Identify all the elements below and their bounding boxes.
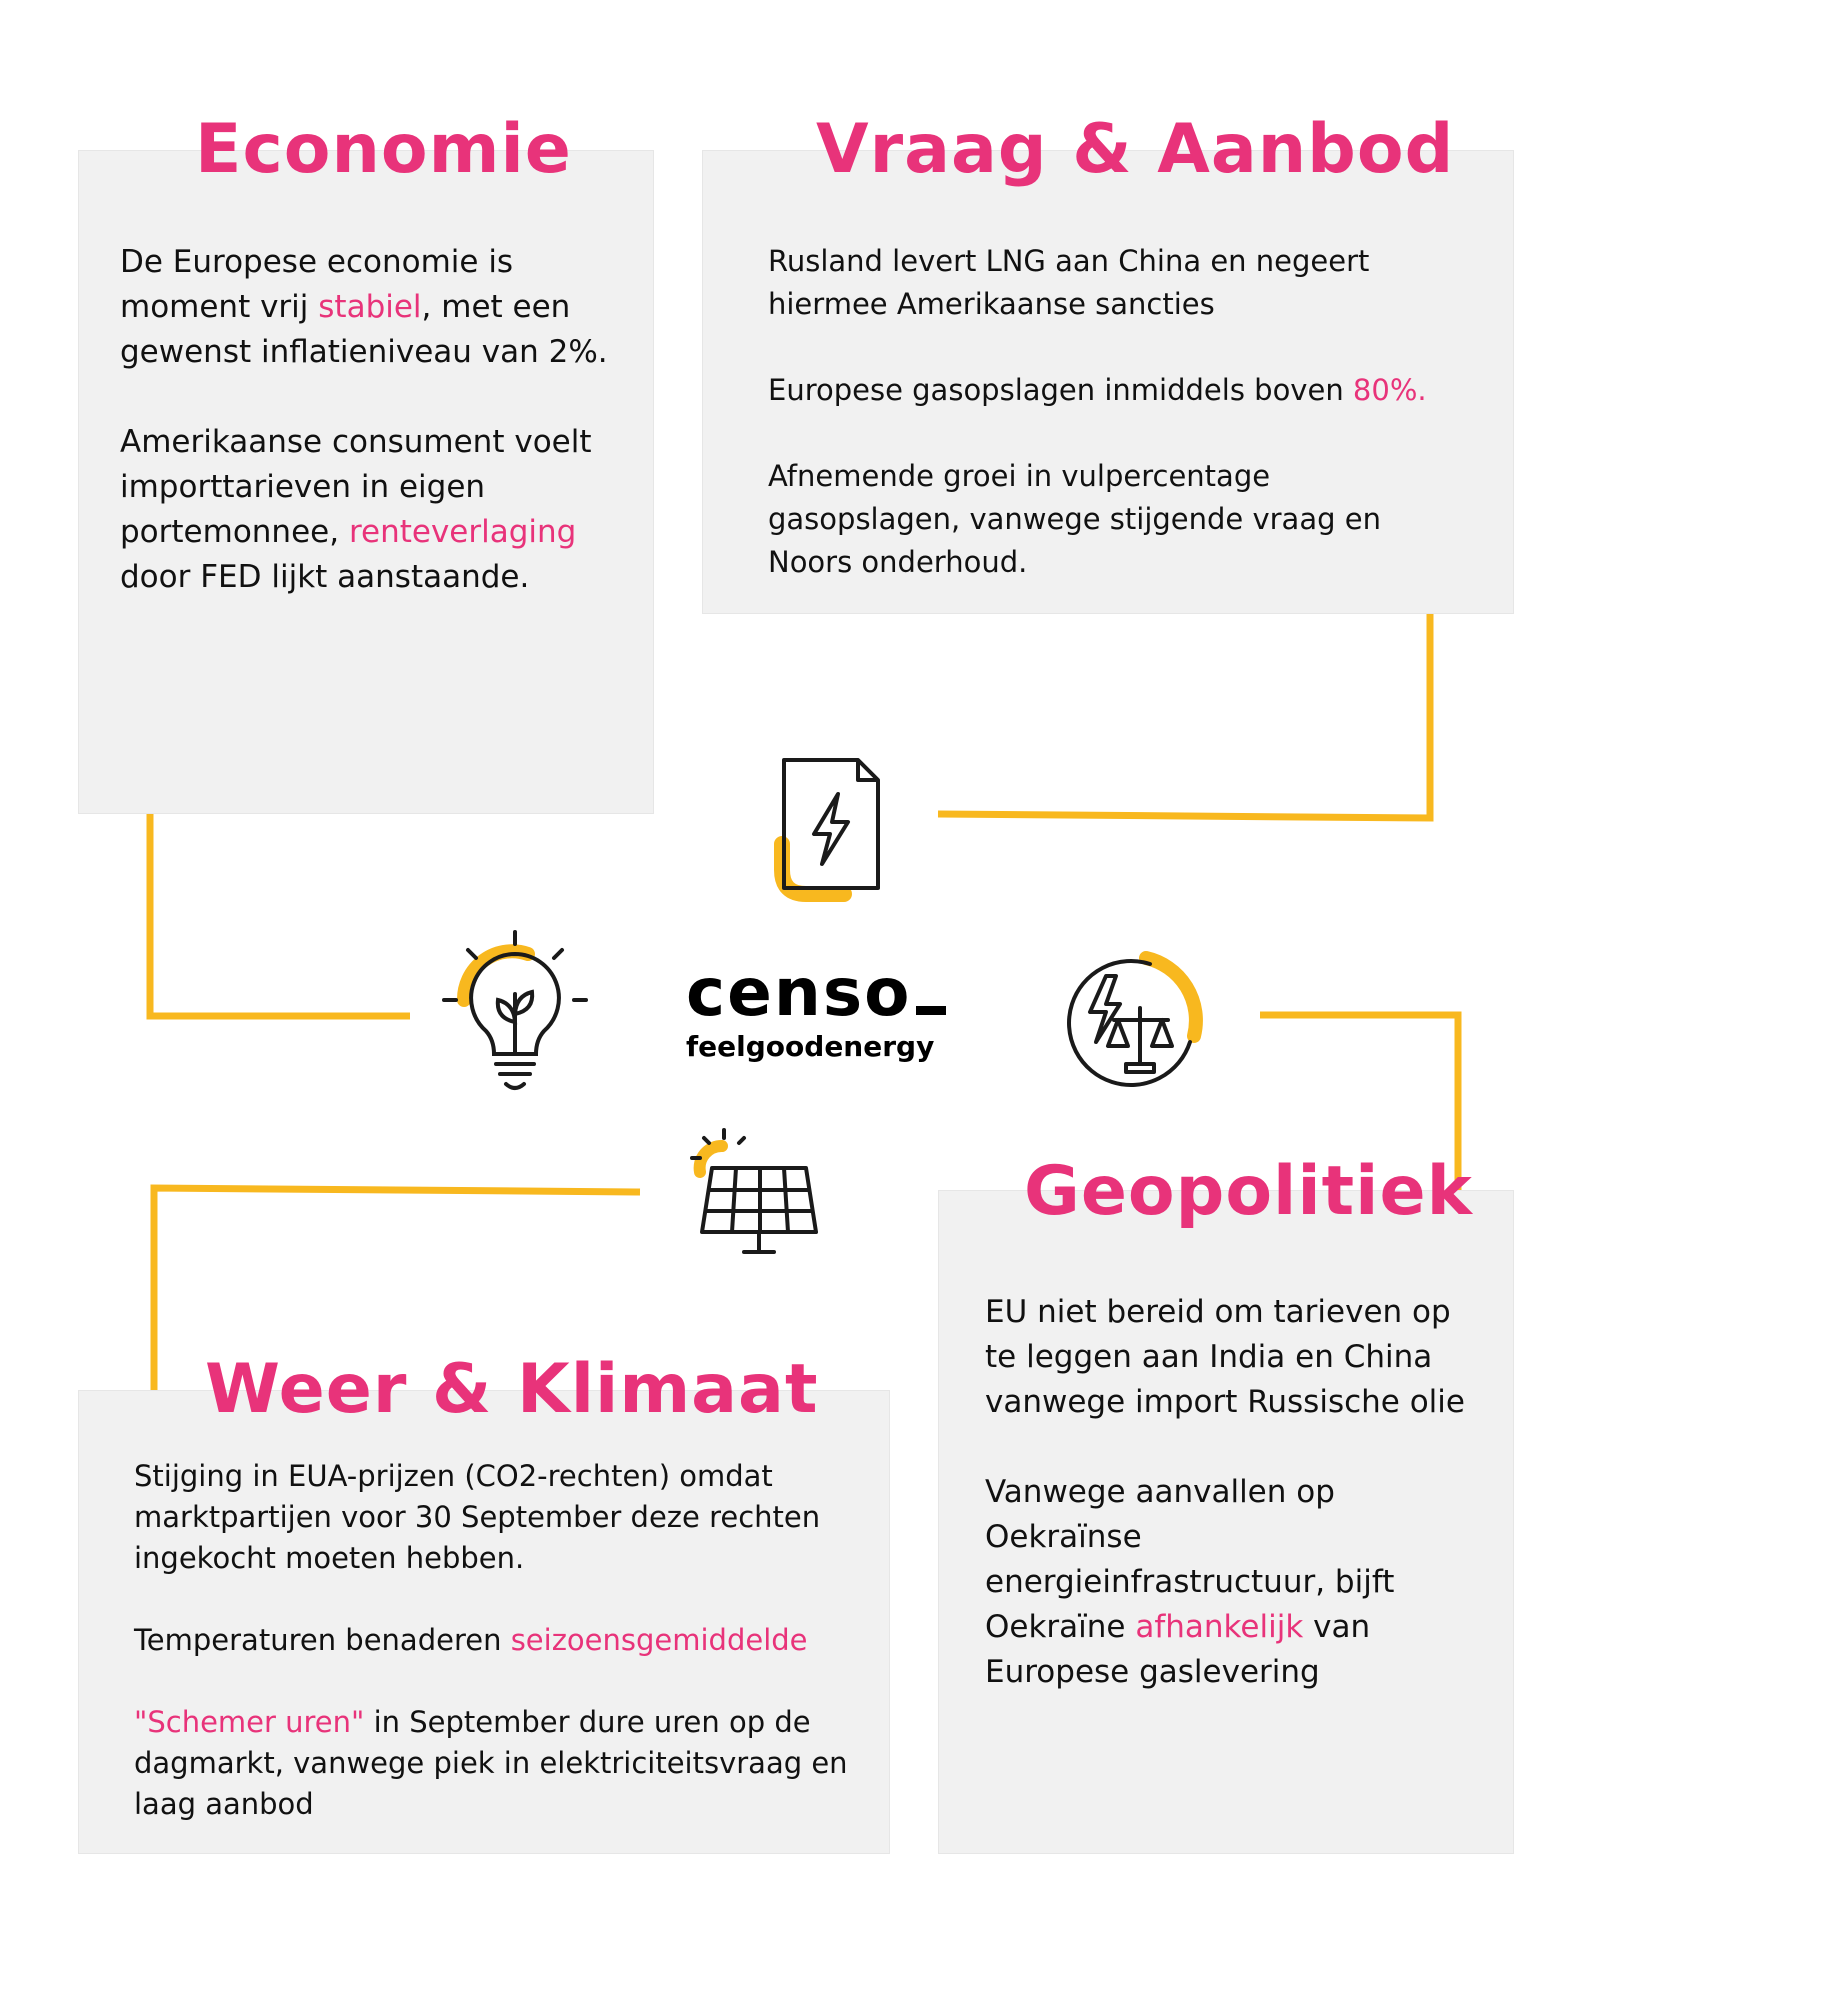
paragraph-economie-1: De Europese economie is moment vrij stabiel, met een gewenst inflatieniveau van 2%. [120,244,608,370]
paragraph-economie-2: Amerikaanse consument voelt importtarieven in eigen portemonnee, renteverlaging door FED lijkt aanstaande. [120,424,592,595]
solar-panel-icon [690,1128,820,1258]
title-vraag-aanbod: Vraag & Aanbod [816,110,1455,189]
title-economie: Economie [195,110,572,189]
title-geopolitiek: Geopolitiek [1024,1152,1473,1231]
paragraph-vraag-3: Afnemende groei in vulpercentage gasopslagen, vanwege stijgende vraag en Noors onderhoud. [768,459,1381,579]
title-weer-klimaat: Weer & Klimaat [205,1350,819,1429]
text-vraag-aanbod [768,240,1468,584]
censo-logo [686,954,946,1064]
highlight-seizoensgemiddelde: seizoensgemiddelde [510,1623,808,1657]
highlight-renteverlaging: renteverlaging [348,514,577,550]
highlight-schemer-uren: "Schemer uren" [134,1705,365,1739]
text-geopolitiek [985,1290,1490,1695]
paragraph-geo-1: EU niet bereid om tarieven op te leggen aan India en China vanwege import Russische olie [985,1294,1465,1420]
paragraph-vraag-2: Europese gasopslagen inmiddels boven 80%. [768,373,1427,407]
logo-tagline: feelgoodenergy [686,1030,935,1063]
highlight-stabiel: stabiel [318,289,422,325]
lightbulb-plant-icon [440,930,590,1100]
paragraph-vraag-1: Rusland levert LNG aan China en negeert hiermee Amerikaanse sancties [768,244,1370,321]
highlight-afhankelijk: afhankelijk [1135,1609,1304,1645]
logo-wordmark: censo [686,960,946,1026]
paragraph-weer-1: Stijging in EUA-prijzen (CO2-rechten) omdat marktpartijen voor 30 September deze rechten ingekocht moeten hebben. [134,1459,821,1575]
text-weer-klimaat [134,1456,874,1825]
paragraph-geo-2: Vanwege aanvallen op Oekraïnse energieinfrastructuur, bijft Oekraïne afhankelijk van Europese gaslevering [985,1474,1395,1690]
energy-document-icon [768,752,894,902]
paragraph-weer-3: "Schemer uren" in September dure uren op de dagmarkt, vanwege piek in elektriciteitsvraag en laag aanbod [134,1705,848,1821]
text-economie [120,240,620,600]
paragraph-weer-2: Temperaturen benaderen seizoensgemiddelde [134,1623,808,1657]
highlight-80-percent: 80%. [1352,373,1427,407]
logo-cursor [916,1006,946,1015]
lightning-scales-icon [1056,946,1206,1096]
